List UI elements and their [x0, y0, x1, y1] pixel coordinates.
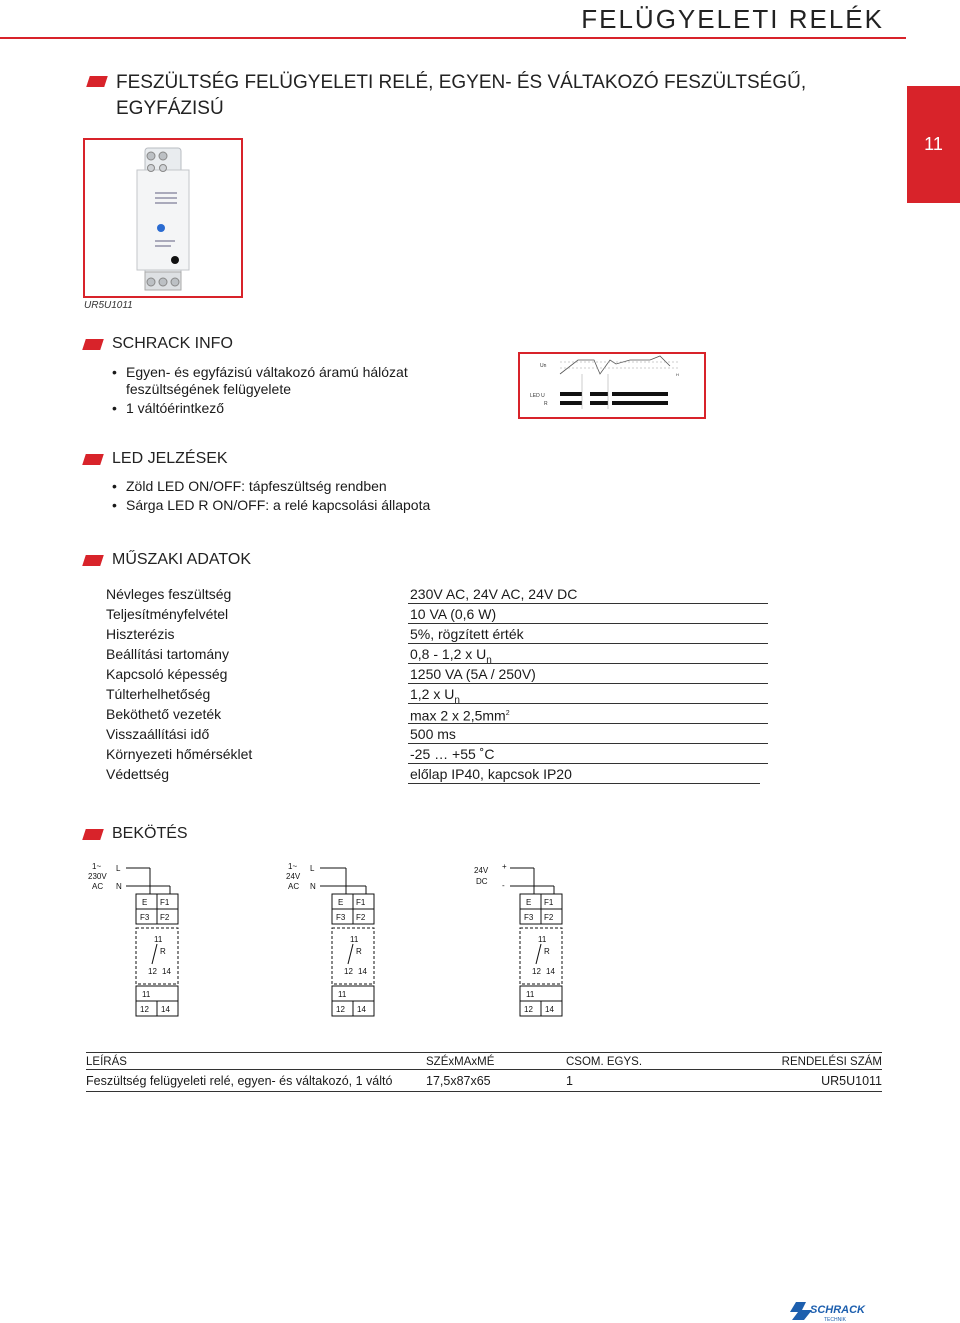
- relay-device-image: [85, 140, 241, 296]
- svg-text:11: 11: [154, 935, 163, 944]
- svg-text:R: R: [160, 947, 166, 956]
- svg-text:F2: F2: [544, 913, 554, 922]
- spec-value: 230V AC, 24V AC, 24V DC: [408, 584, 768, 604]
- timing-label-r: R: [544, 401, 548, 407]
- svg-text:1~: 1~: [288, 862, 298, 871]
- timing-label-h: H: [676, 372, 679, 377]
- spec-value: 1,2 x $U_n$: [408, 684, 768, 704]
- technical-data-heading: [84, 551, 251, 569]
- product-photo: [83, 138, 243, 298]
- technical-data-table: [104, 584, 768, 784]
- table-row: [104, 744, 768, 764]
- schrack-logo: [790, 1300, 870, 1322]
- spec-value: 0,8 - 1,2 x $U_n$: [408, 644, 768, 664]
- cell-package-unit: 1: [566, 1073, 573, 1088]
- spec-label: Kapcsoló képesség: [106, 666, 228, 682]
- spec-label: Beköthető vezeték: [106, 706, 222, 722]
- cell-dimensions: 17,5x87x65: [426, 1073, 491, 1088]
- order-table: [86, 1052, 882, 1092]
- svg-text:N: N: [116, 882, 122, 891]
- svg-text:14: 14: [546, 967, 555, 976]
- svg-text:14: 14: [162, 967, 171, 976]
- schrack-info-heading: [84, 335, 233, 353]
- spec-value: előlap IP40, kapcsok IP20: [408, 764, 760, 784]
- svg-text:1~: 1~: [92, 862, 102, 871]
- list-item: • Zöld LED ON/OFF: tápfeszültség rendben: [112, 478, 532, 495]
- svg-text:11: 11: [142, 990, 151, 999]
- svg-text:F3: F3: [524, 913, 534, 922]
- table-row: [86, 1070, 882, 1092]
- spec-label: Teljesítményfelvétel: [106, 606, 229, 622]
- svg-text:24V: 24V: [286, 872, 301, 881]
- column-header: LEÍRÁS: [86, 1056, 127, 1068]
- svg-text:14: 14: [161, 1005, 170, 1014]
- column-header: SZÉxMAxMÉ: [426, 1056, 495, 1068]
- svg-text:14: 14: [357, 1005, 366, 1014]
- wiring-diagram-24v-ac: [284, 860, 394, 1020]
- svg-text:F2: F2: [356, 913, 366, 922]
- svg-text:DC: DC: [476, 877, 488, 886]
- svg-text:E: E: [142, 898, 148, 907]
- svg-text:R: R: [544, 947, 550, 956]
- svg-text:TECHNIK: TECHNIK: [824, 1317, 846, 1322]
- table-row: [104, 764, 760, 784]
- section-heading-text: SCHRACK INFO: [112, 335, 233, 352]
- timing-diagram-graphic: [520, 354, 704, 417]
- svg-text:N: N: [310, 882, 316, 891]
- svg-text:11: 11: [526, 990, 535, 999]
- svg-text:AC: AC: [288, 882, 300, 891]
- table-row: [104, 584, 768, 604]
- svg-text:12: 12: [140, 1005, 149, 1014]
- spec-value: 10 VA (0,6 W): [408, 604, 768, 624]
- spec-value: 500 ms: [408, 724, 768, 744]
- product-title: [88, 70, 888, 122]
- table-row: [104, 684, 768, 704]
- cell-description: Feszültség felügyeleti relé, egyen- és váltakozó, 1 váltó: [86, 1073, 393, 1088]
- svg-text:24V: 24V: [474, 866, 489, 875]
- column-header: CSOM. EGYS.: [566, 1056, 643, 1068]
- wiring-diagram-24v-dc: [472, 860, 582, 1020]
- spec-label: Névleges feszültség: [106, 586, 232, 602]
- svg-text:E: E: [338, 898, 344, 907]
- svg-text:R: R: [356, 947, 362, 956]
- spec-label: Visszaállítási idő: [106, 726, 210, 742]
- svg-text:-: -: [502, 881, 505, 890]
- svg-text:F3: F3: [140, 913, 150, 922]
- table-row: [104, 664, 768, 684]
- table-row: [104, 644, 768, 664]
- svg-text:F1: F1: [356, 898, 366, 907]
- list-item: • Egyen- és egyfázisú váltakozó áramú hálózat feszültségének felügyelete: [112, 364, 442, 398]
- spec-label: Védettség: [106, 766, 170, 782]
- list-item: • 1 váltóérintkező: [112, 400, 442, 417]
- led-signals-list: [112, 478, 532, 516]
- timing-diagram: [518, 352, 706, 419]
- schrack-info-list: [112, 364, 442, 419]
- order-table-header: [86, 1052, 882, 1070]
- svg-text:14: 14: [358, 967, 367, 976]
- svg-text:11: 11: [338, 990, 347, 999]
- wiring-diagram-230v-ac: [86, 860, 196, 1020]
- svg-text:12: 12: [148, 967, 157, 976]
- page-title: FELÜGYELETI RELÉK: [581, 4, 884, 34]
- svg-text:E: E: [526, 898, 532, 907]
- section-bullet-icon: [82, 829, 104, 840]
- svg-text:L: L: [116, 864, 121, 873]
- photo-caption: UR5U1011: [84, 300, 133, 311]
- list-item: • Sárga LED R ON/OFF: a relé kapcsolási állapota: [112, 497, 532, 514]
- table-row: [104, 704, 768, 724]
- spec-value: 1250 VA (5A / 250V): [408, 664, 768, 684]
- svg-text:F2: F2: [160, 913, 170, 922]
- timing-label-un: Un: [540, 363, 547, 369]
- svg-text:F3: F3: [336, 913, 346, 922]
- table-row: [104, 624, 768, 644]
- svg-text:12: 12: [532, 967, 541, 976]
- svg-text:SCHRACK: SCHRACK: [810, 1304, 865, 1316]
- spec-label: Hiszterézis: [106, 626, 175, 642]
- page-header: [0, 0, 960, 40]
- section-heading-text: BEKÖTÉS: [112, 825, 188, 842]
- spec-value: max 2 x $2,5mm^2$: [408, 704, 768, 724]
- svg-text:14: 14: [545, 1005, 554, 1014]
- product-title-text: FESZÜLTSÉG FELÜGYELETI RELÉ, EGYEN- ÉS VÁLTAKOZÓ FESZÜLTSÉGŰ, EGYFÁZISÚ: [116, 72, 807, 119]
- spec-value: -25 … +55 ˚C: [408, 744, 768, 764]
- section-heading-text: LED JELZÉSEK: [112, 450, 228, 467]
- svg-text:AC: AC: [92, 882, 104, 891]
- column-header: RENDELÉSI SZÁM: [781, 1056, 882, 1068]
- svg-text:+: +: [502, 862, 507, 871]
- table-row: [104, 724, 768, 744]
- wiring-heading: [84, 825, 188, 843]
- svg-text:11: 11: [538, 935, 547, 944]
- svg-text:12: 12: [336, 1005, 345, 1014]
- section-bullet-icon: [86, 76, 108, 87]
- section-bullet-icon: [82, 555, 104, 566]
- header-rule: [0, 37, 906, 39]
- spec-label: Beállítási tartomány: [106, 646, 229, 662]
- table-row: [104, 604, 768, 624]
- timing-label-led: LED U: [530, 393, 545, 399]
- svg-text:12: 12: [344, 967, 353, 976]
- spec-label: Túlterhelhetőség: [106, 686, 211, 702]
- svg-text:11: 11: [350, 935, 359, 944]
- led-signals-heading: [84, 450, 228, 468]
- section-heading-text: MŰSZAKI ADATOK: [112, 551, 251, 568]
- section-bullet-icon: [82, 454, 104, 465]
- svg-text:F1: F1: [544, 898, 554, 907]
- spec-value: 5%, rögzített érték: [408, 624, 768, 644]
- spec-label: Környezeti hőmérséklet: [106, 746, 253, 762]
- svg-text:L: L: [310, 864, 315, 873]
- section-bullet-icon: [82, 339, 104, 350]
- svg-text:230V: 230V: [88, 872, 107, 881]
- svg-text:12: 12: [524, 1005, 533, 1014]
- cell-order-number: UR5U1011: [821, 1073, 882, 1088]
- chapter-tab: 11: [907, 86, 960, 203]
- svg-text:F1: F1: [160, 898, 170, 907]
